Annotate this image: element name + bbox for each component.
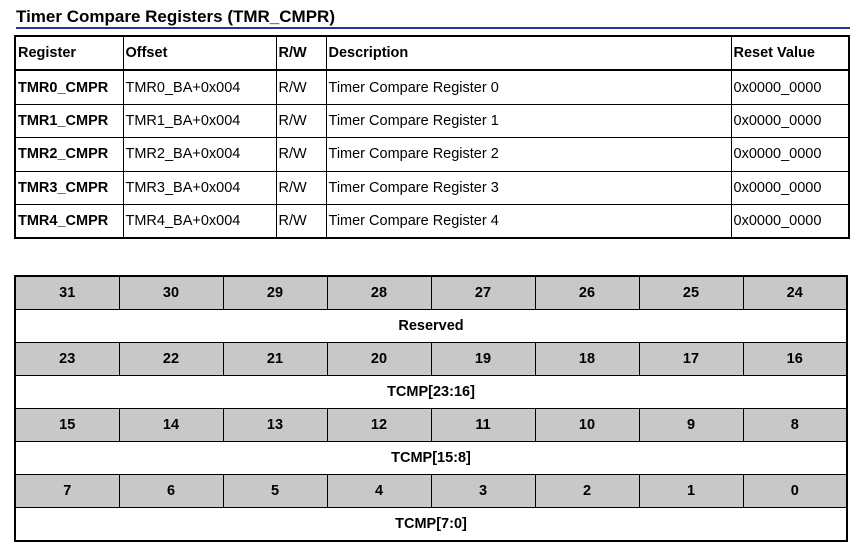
description-cell: Timer Compare Register 2 [326,138,731,171]
bit-number-cell: 29 [223,276,327,310]
bit-number-cell: 14 [119,409,223,442]
bit-layout-table [14,275,848,542]
bit-field-cell: TCMP[15:8] [15,442,847,475]
register-table-header-row [15,36,849,70]
column-header-reset-value: Reset Value [731,36,849,70]
bit-number-cell: 30 [119,276,223,310]
reset-value-cell: 0x0000_0000 [731,204,849,238]
bit-number-cell: 18 [535,343,639,376]
bit-number-cell: 27 [431,276,535,310]
offset-cell: TMR1_BA+0x004 [123,104,276,137]
bit-field-row [15,376,847,409]
bit-field-row [15,508,847,542]
reset-value-cell: 0x0000_0000 [731,104,849,137]
rw-cell: R/W [276,138,326,171]
table-row [15,70,849,104]
table-row [15,171,849,204]
bit-number-cell: 20 [327,343,431,376]
bit-number-row [15,276,847,310]
rw-cell: R/W [276,70,326,104]
column-header-description: Description [326,36,731,70]
rw-cell: R/W [276,104,326,137]
register-name-cell: TMR3_CMPR [15,171,123,204]
bit-number-cell: 10 [535,409,639,442]
column-header-offset: Offset [123,36,276,70]
bit-field-row [15,310,847,343]
bit-number-cell: 21 [223,343,327,376]
bit-number-cell: 31 [15,276,119,310]
description-cell: Timer Compare Register 3 [326,171,731,204]
bit-number-cell: 0 [743,475,847,508]
bit-number-cell: 22 [119,343,223,376]
bit-number-cell: 23 [15,343,119,376]
rw-cell: R/W [276,171,326,204]
bit-number-cell: 16 [743,343,847,376]
bit-number-cell: 1 [639,475,743,508]
bit-field-cell: TCMP[23:16] [15,376,847,409]
bit-number-cell: 8 [743,409,847,442]
bit-number-cell: 25 [639,276,743,310]
bit-number-cell: 11 [431,409,535,442]
register-name-cell: TMR2_CMPR [15,138,123,171]
bit-number-cell: 19 [431,343,535,376]
bit-number-cell: 6 [119,475,223,508]
description-cell: Timer Compare Register 1 [326,104,731,137]
register-name-cell: TMR1_CMPR [15,104,123,137]
bit-number-cell: 26 [535,276,639,310]
bit-number-cell: 4 [327,475,431,508]
table-row [15,138,849,171]
bit-number-cell: 2 [535,475,639,508]
bit-field-cell: TCMP[7:0] [15,508,847,542]
offset-cell: TMR0_BA+0x004 [123,70,276,104]
bit-number-cell: 3 [431,475,535,508]
offset-cell: TMR3_BA+0x004 [123,171,276,204]
table-row [15,104,849,137]
offset-cell: TMR4_BA+0x004 [123,204,276,238]
register-name-cell: TMR0_CMPR [15,70,123,104]
offset-cell: TMR2_BA+0x004 [123,138,276,171]
description-cell: Timer Compare Register 0 [326,70,731,104]
register-name-cell: TMR4_CMPR [15,204,123,238]
bit-number-cell: 24 [743,276,847,310]
reset-value-cell: 0x0000_0000 [731,171,849,204]
bit-number-row [15,475,847,508]
bit-number-cell: 15 [15,409,119,442]
page-title [16,7,850,29]
bit-number-cell: 12 [327,409,431,442]
register-table [14,35,850,239]
title-text: Timer Compare Registers (TMR_CMPR) [16,7,335,26]
description-cell: Timer Compare Register 4 [326,204,731,238]
bit-number-cell: 13 [223,409,327,442]
bit-field-row [15,442,847,475]
bit-number-cell: 28 [327,276,431,310]
bit-number-cell: 5 [223,475,327,508]
bit-number-cell: 17 [639,343,743,376]
table-row [15,204,849,238]
reset-value-cell: 0x0000_0000 [731,70,849,104]
column-header-rw: R/W [276,36,326,70]
reset-value-cell: 0x0000_0000 [731,138,849,171]
bit-field-cell: Reserved [15,310,847,343]
rw-cell: R/W [276,204,326,238]
bit-number-cell: 9 [639,409,743,442]
bit-number-cell: 7 [15,475,119,508]
bit-number-row [15,409,847,442]
bit-number-row [15,343,847,376]
column-header-register: Register [15,36,123,70]
